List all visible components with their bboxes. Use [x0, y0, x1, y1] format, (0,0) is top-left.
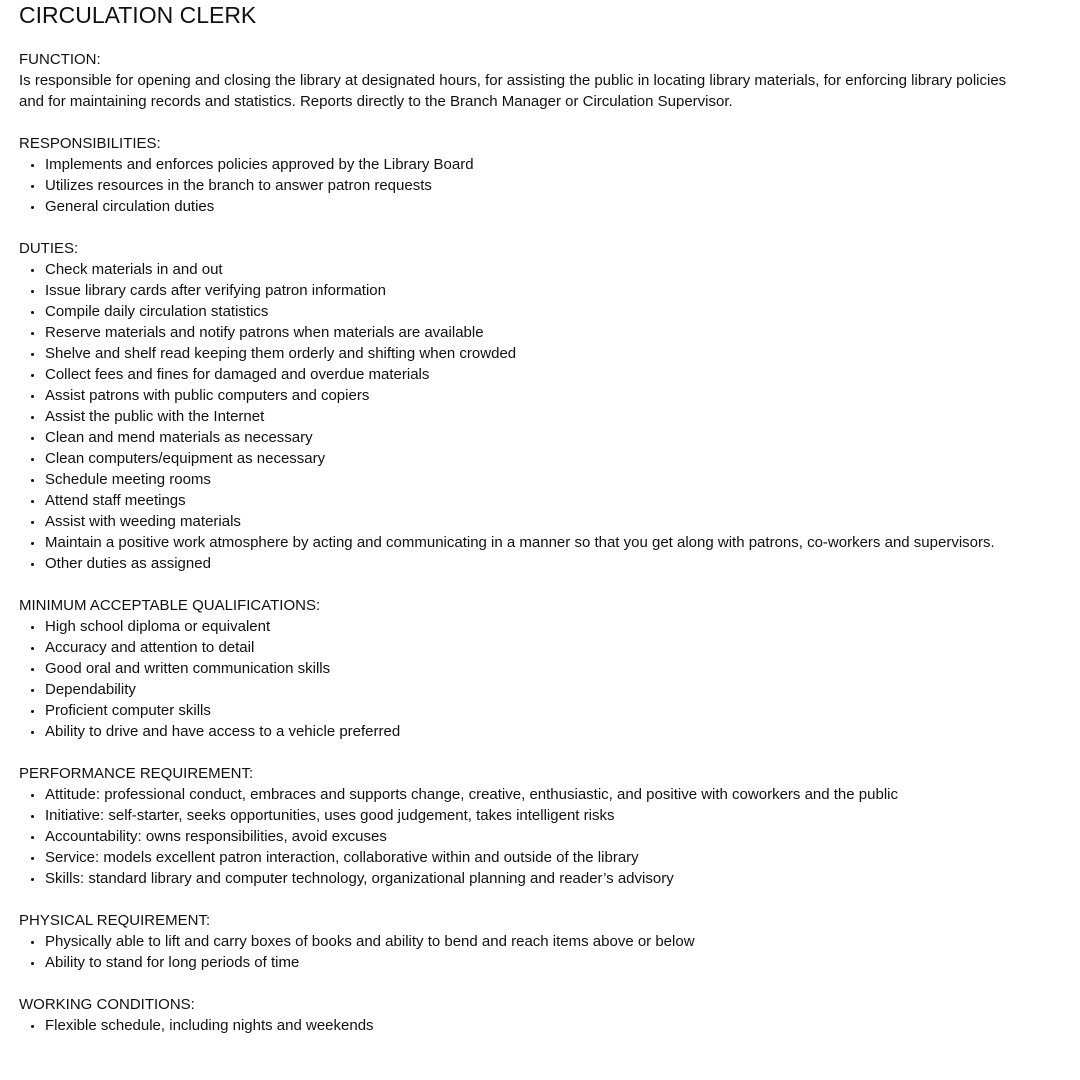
list-item: Assist patrons with public computers and copiers: [19, 385, 1009, 406]
list-item: Ability to stand for long periods of time: [19, 952, 1009, 973]
list-item: High school diploma or equivalent: [19, 616, 1009, 637]
working-conditions-list: [19, 1015, 1009, 1036]
list-item: Initiative: self-starter, seeks opportunities, uses good judgement, takes intelligent risks: [19, 805, 1009, 826]
list-item: Issue library cards after verifying patron information: [19, 280, 1009, 301]
duties-list: [19, 259, 1009, 574]
list-item: Compile daily circulation statistics: [19, 301, 1009, 322]
list-item: Ability to drive and have access to a vehicle preferred: [19, 721, 1009, 742]
function-text: Is responsible for opening and closing the library at designated hours, for assisting the public in locating library materials, for enforcing library policies and for maintaining records and statistics. Reports directly to the Branch Manager or Circulation Supervisor.: [19, 72, 1007, 110]
section-responsibilities: [19, 133, 1009, 217]
list-item: Implements and enforces policies approved by the Library Board: [19, 154, 1009, 175]
list-item: Maintain a positive work atmosphere by acting and communicating in a manner so that you get along with patrons, co-workers and supervisors.: [19, 532, 1009, 553]
list-item: Utilizes resources in the branch to answer patron requests: [19, 175, 1009, 196]
section-heading-physical: PHYSICAL REQUIREMENT:: [19, 912, 211, 929]
section-heading-function: FUNCTION:: [19, 51, 101, 68]
responsibilities-list: [19, 154, 1009, 217]
section-duties: [19, 238, 1009, 574]
physical-list: [19, 931, 1009, 973]
list-item: Proficient computer skills: [19, 700, 1009, 721]
section-function: [19, 49, 1009, 112]
list-item: Clean and mend materials as necessary: [19, 427, 1009, 448]
section-physical: [19, 910, 1009, 973]
section-heading-duties: DUTIES:: [19, 240, 79, 257]
page-title: CIRCULATION CLERK: [19, 2, 257, 28]
list-item: Flexible schedule, including nights and weekends: [19, 1015, 1009, 1036]
list-item: Attitude: professional conduct, embraces and supports change, creative, enthusiastic, and positive with coworkers and the public: [19, 784, 1009, 805]
list-item: Dependability: [19, 679, 1009, 700]
list-item: Attend staff meetings: [19, 490, 1009, 511]
section-heading-performance: PERFORMANCE REQUIREMENT:: [19, 765, 254, 782]
list-item: Assist the public with the Internet: [19, 406, 1009, 427]
list-item: Schedule meeting rooms: [19, 469, 1009, 490]
list-item: Clean computers/equipment as necessary: [19, 448, 1009, 469]
list-item: Skills: standard library and computer technology, organizational planning and reader’s advisory: [19, 868, 1009, 889]
list-item: Reserve materials and notify patrons when materials are available: [19, 322, 1009, 343]
section-qualifications: [19, 595, 1009, 742]
section-performance: [19, 763, 1009, 889]
section-working-conditions: [19, 994, 1009, 1036]
list-item: Shelve and shelf read keeping them orderly and shifting when crowded: [19, 343, 1009, 364]
performance-list: [19, 784, 1009, 889]
list-item: Service: models excellent patron interaction, collaborative within and outside of the library: [19, 847, 1009, 868]
list-item: General circulation duties: [19, 196, 1009, 217]
list-item: Assist with weeding materials: [19, 511, 1009, 532]
section-heading-responsibilities: RESPONSIBILITIES:: [19, 135, 161, 152]
list-item: Collect fees and fines for damaged and overdue materials: [19, 364, 1009, 385]
list-item: Accuracy and attention to detail: [19, 637, 1009, 658]
list-item: Other duties as assigned: [19, 553, 1009, 574]
list-item: Good oral and written communication skills: [19, 658, 1009, 679]
qualifications-list: [19, 616, 1009, 742]
section-heading-working-conditions: WORKING CONDITIONS:: [19, 996, 195, 1013]
section-heading-qualifications: MINIMUM ACCEPTABLE QUALIFICATIONS:: [19, 597, 321, 614]
list-item: Physically able to lift and carry boxes of books and ability to bend and reach items above or below: [19, 931, 1009, 952]
list-item: Check materials in and out: [19, 259, 1009, 280]
list-item: Accountability: owns responsibilities, avoid excuses: [19, 826, 1009, 847]
